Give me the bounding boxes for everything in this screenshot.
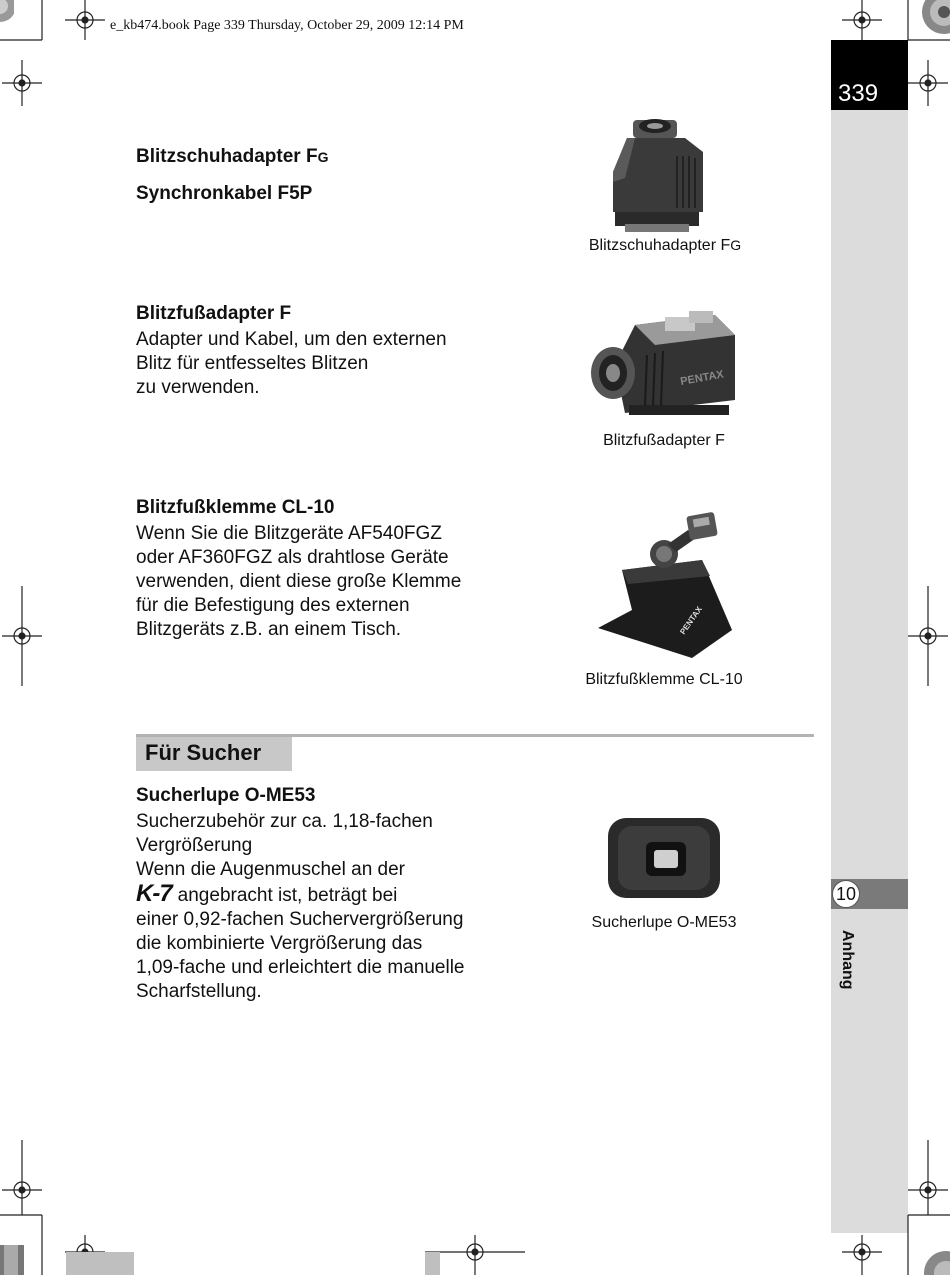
- caption-magnifier: Sucherlupe O-ME53: [591, 914, 737, 931]
- chapter-title: Anhang: [839, 930, 856, 990]
- item-title-magnifier: Sucherlupe O-ME53: [136, 785, 316, 806]
- item-description-flash-foot-adapter: Adapter und Kabel, um den externen Blitz für entfesseltes Blitzen zu verwenden.: [136, 329, 447, 398]
- crosshair-icon: [908, 586, 948, 686]
- crosshair-icon: [2, 60, 42, 106]
- item-description-magnifier: Sucherzubehör zur ca. 1,18-fachen Vergrößerung Wenn die Augenmuschel an der K-7 angebracht ist, beträgt bei einer 0,92-fachen Suchervergrößerung die kombinierte Vergrößerung das 1,09-fache und erleichtert die manuelle Scharfstellung.: [136, 811, 465, 1002]
- print-header: e_kb474.book Page 339 Thursday, October 29, 2009 12:14 PM: [110, 18, 464, 33]
- crosshair-icon: [842, 1235, 882, 1275]
- section-title: Für Sucher: [145, 740, 262, 765]
- calibration-strip: [425, 1252, 440, 1275]
- crosshair-icon: [842, 0, 882, 40]
- chapter-number: 10: [832, 880, 860, 908]
- k7-logo: K-7: [136, 880, 172, 907]
- caption-hotshoe-adapter: Blitzschuhadapter FG: [588, 237, 742, 254]
- calibration-wheel-icon: [918, 1245, 950, 1275]
- item-description-flash-clamp: Wenn Sie die Blitzgeräte AF540FGZ oder AF360FGZ als drahtlose Geräte verwenden, dient diese große Klemme für die Befestigung des externen Blitzgeräts z.B. an einem Tisch.: [136, 523, 462, 640]
- illustration-brand-label: PENTAX: [679, 368, 725, 388]
- crosshair-icon: [2, 1140, 42, 1215]
- calibration-wheel-icon: [0, 0, 14, 22]
- item-title-hotshoe-adapter: Blitzschuhadapter FG: [136, 146, 329, 167]
- crosshair-icon: [65, 0, 105, 40]
- caption-flash-clamp: Blitzfußklemme CL-10: [585, 671, 743, 688]
- illustration-brand-label-clamp: PENTAX: [678, 604, 704, 637]
- item-title-sync-cable: Synchronkabel F5P: [136, 183, 313, 204]
- calibration-wheel-icon: [918, 0, 950, 34]
- crosshair-icon: [425, 1235, 525, 1275]
- crosshair-icon: [908, 1140, 948, 1215]
- caption-flash-foot-adapter: Blitzfußadapter F: [603, 432, 725, 449]
- item-title-flash-clamp: Blitzfußklemme CL-10: [136, 497, 335, 518]
- crosshair-icon: [908, 60, 948, 106]
- crosshair-icon: [2, 586, 42, 686]
- calibration-wheel-icon: [0, 1245, 26, 1275]
- item-title-flash-foot-adapter: Blitzfußadapter F: [136, 303, 292, 324]
- page-number: 339: [838, 80, 879, 107]
- calibration-strip: [66, 1252, 134, 1275]
